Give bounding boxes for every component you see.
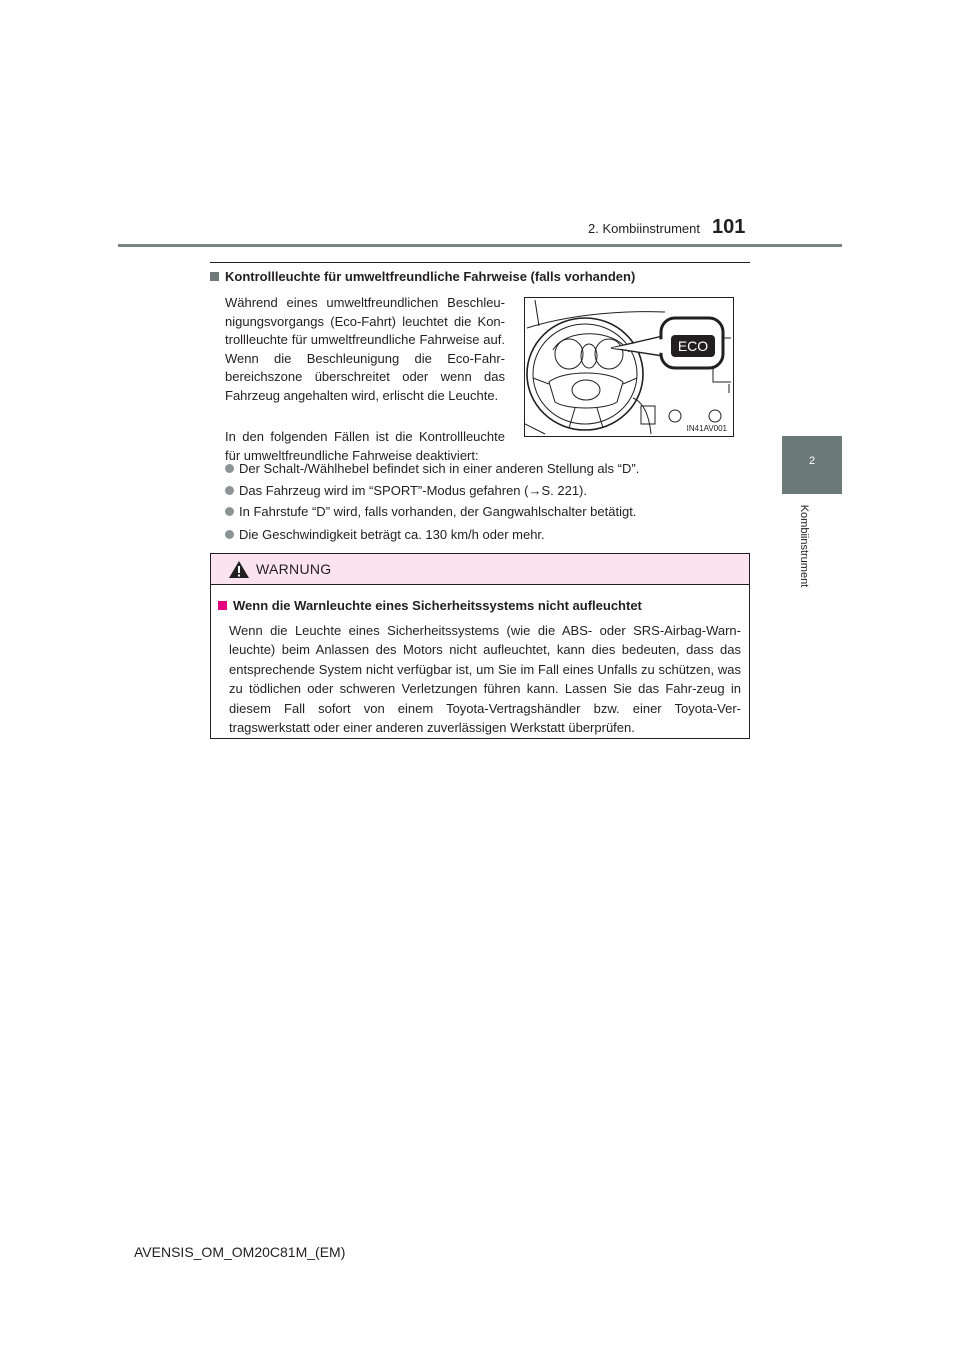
round-bullet-icon: [225, 464, 234, 473]
list-item: [225, 483, 587, 498]
figure-code: IN41AV001: [686, 424, 727, 433]
warning-triangle-icon: [228, 560, 250, 579]
warning-header: [211, 554, 749, 585]
steering-wheel-illustration: [525, 298, 733, 436]
document-code: AVENSIS_OM_OM20C81M_(EM): [134, 1244, 346, 1260]
chapter-tab-number: 2: [808, 455, 816, 467]
chapter-tab: [782, 436, 842, 494]
list-item-text: Die Geschwindigkeit beträgt ca. 130 km/h oder mehr.: [239, 527, 545, 542]
running-header-chapter: 2. Kombiinstrument: [588, 221, 700, 236]
square-bullet-icon: [218, 601, 227, 610]
warning-subtitle: [218, 598, 738, 613]
round-bullet-icon: [225, 507, 234, 516]
list-item-text: In Fahrstufe “D” wird, falls vorhanden, der Gangwahlschalter betätigt.: [239, 504, 637, 519]
deactivation-intro: In den folgenden Fällen ist die Kontrollleuchte für umweltfreundliche Fahrweise deaktiviert:: [225, 429, 505, 463]
dashboard-illustration: [524, 297, 734, 437]
warning-box: [210, 553, 750, 739]
warning-title: WARNUNG: [256, 561, 332, 577]
page-number: 101: [712, 216, 746, 238]
list-item-text: Das Fahrzeug wird im “SPORT”-Modus gefahren (→S. 221).: [239, 483, 587, 498]
section-title: [210, 269, 750, 284]
list-item: [225, 504, 636, 519]
section-rule: [210, 262, 750, 263]
warning-subtitle-text: Wenn die Warnleuchte eines Sicherheitssystems nicht aufleuchtet: [233, 598, 642, 613]
list-item: [225, 461, 639, 476]
list-item: [225, 527, 545, 542]
description-paragraph: Während eines umweltfreundlichen Beschleu-nigungsvorgangs (Eco-Fahrt) leuchtet die Kon-trollleuchte für umweltfreundliche Fahrweise auf. Wenn die Beschleunigung die Eco-Fahr-bereichszone überschreitet oder wenn das Fahrzeug angehalten wird, erlischt die Leuchte.: [225, 295, 505, 403]
chapter-tab-label: Kombiinstrument: [798, 504, 810, 588]
list-item-text: Der Schalt-/Wählhebel befindet sich in einer anderen Stellung als “D”.: [239, 461, 640, 476]
warning-text: Wenn die Leuchte eines Sicherheitssystems (wie die ABS- oder SRS-Airbag-Warn-leuchte) beim Anlassen des Motors nicht aufleuchtet, kann dies bedeuten, dass das entsprechende System nicht verfügbar ist, um Sie im Fall eines Unfalls zu schützen, was zu tödlichen oder schweren Verletzungen führen kann. Lassen Sie das Fahr-zeug in diesem Fall sofort von einem Toyota-Vertragshändler bzw. einer Toyota-Ver-tragswerkstatt oder einer anderen zuverlässigen Werkstatt überprüfen.: [229, 623, 741, 736]
round-bullet-icon: [225, 530, 234, 539]
eco-indicator-label: ECO: [677, 338, 709, 354]
header-rule: [118, 244, 842, 247]
round-bullet-icon: [225, 486, 234, 495]
square-bullet-icon: [210, 272, 219, 281]
section-title-text: Kontrollleuchte für umweltfreundliche Fahrweise (falls vorhanden): [225, 269, 636, 284]
